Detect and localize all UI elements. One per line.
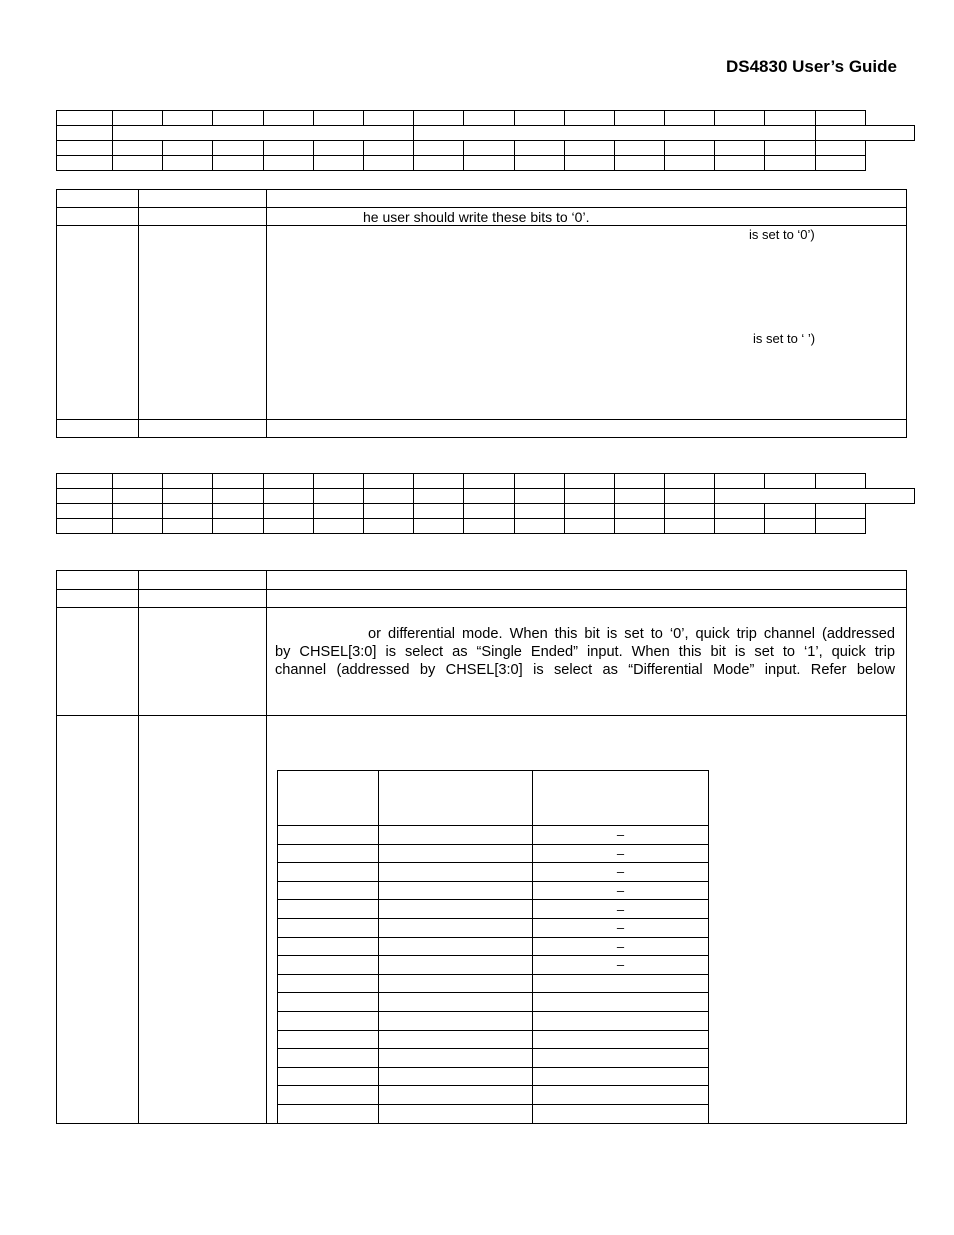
channel-row <box>278 974 709 993</box>
dash-cell: – <box>533 956 709 975</box>
channel-row <box>278 844 709 863</box>
channel-row <box>278 937 709 956</box>
mode-note-1: is set to ‘0’) <box>749 227 815 242</box>
channel-row <box>278 1104 709 1123</box>
channel-row <box>278 1030 709 1049</box>
register-row <box>57 504 915 519</box>
register-row <box>57 126 915 141</box>
table-row <box>57 226 907 420</box>
dash-cell: – <box>533 863 709 882</box>
register-row <box>57 519 915 534</box>
paragraph-line: channel (addressed by CHSEL[3:0] is select as “Differential Mode” input. Refer below <box>275 662 895 678</box>
differential-mode-description <box>275 625 895 679</box>
register-bit-table-2 <box>56 473 915 534</box>
register-bit-table-1 <box>56 110 915 171</box>
reserved-bits-text: he user should write these bits to ‘0’. <box>363 209 590 225</box>
channel-row <box>278 1011 709 1030</box>
table-row <box>57 571 907 590</box>
channel-table-header <box>278 771 709 826</box>
channel-row <box>278 1049 709 1068</box>
channel-row <box>278 900 709 919</box>
register-row <box>57 141 915 156</box>
paragraph-line: or differential mode. When this bit is set to ‘0’, quick trip channel (addressed <box>368 626 895 642</box>
register-row <box>57 156 915 171</box>
channel-row <box>278 918 709 937</box>
register-row <box>57 474 915 489</box>
channel-row <box>278 1067 709 1086</box>
table-row <box>57 608 907 716</box>
bit-description-table-1 <box>56 189 907 438</box>
channel-row <box>278 881 709 900</box>
dash-cell: – <box>533 826 709 845</box>
channel-row <box>278 826 709 845</box>
mode-note-2: is set to ‘ ’) <box>753 331 816 346</box>
register-row <box>57 111 915 126</box>
table-row <box>57 190 907 208</box>
channel-row <box>278 956 709 975</box>
dash-cell: – <box>533 881 709 900</box>
paragraph-line: by CHSEL[3:0] is select as “Single Ended” input. When this bit is set to ‘1’, quick trip <box>275 644 895 660</box>
channel-row <box>278 1086 709 1105</box>
document-header-title: DS4830 User’s Guide <box>725 57 897 76</box>
channel-row <box>278 863 709 882</box>
channel-select-table <box>277 770 709 1124</box>
table-row <box>57 590 907 608</box>
dash-cell: – <box>533 918 709 937</box>
dash-cell: – <box>533 937 709 956</box>
table-row <box>57 208 907 226</box>
table-row <box>57 420 907 438</box>
channel-row <box>278 993 709 1012</box>
register-row <box>57 489 915 504</box>
dash-cell: – <box>533 844 709 863</box>
dash-cell: – <box>533 900 709 919</box>
